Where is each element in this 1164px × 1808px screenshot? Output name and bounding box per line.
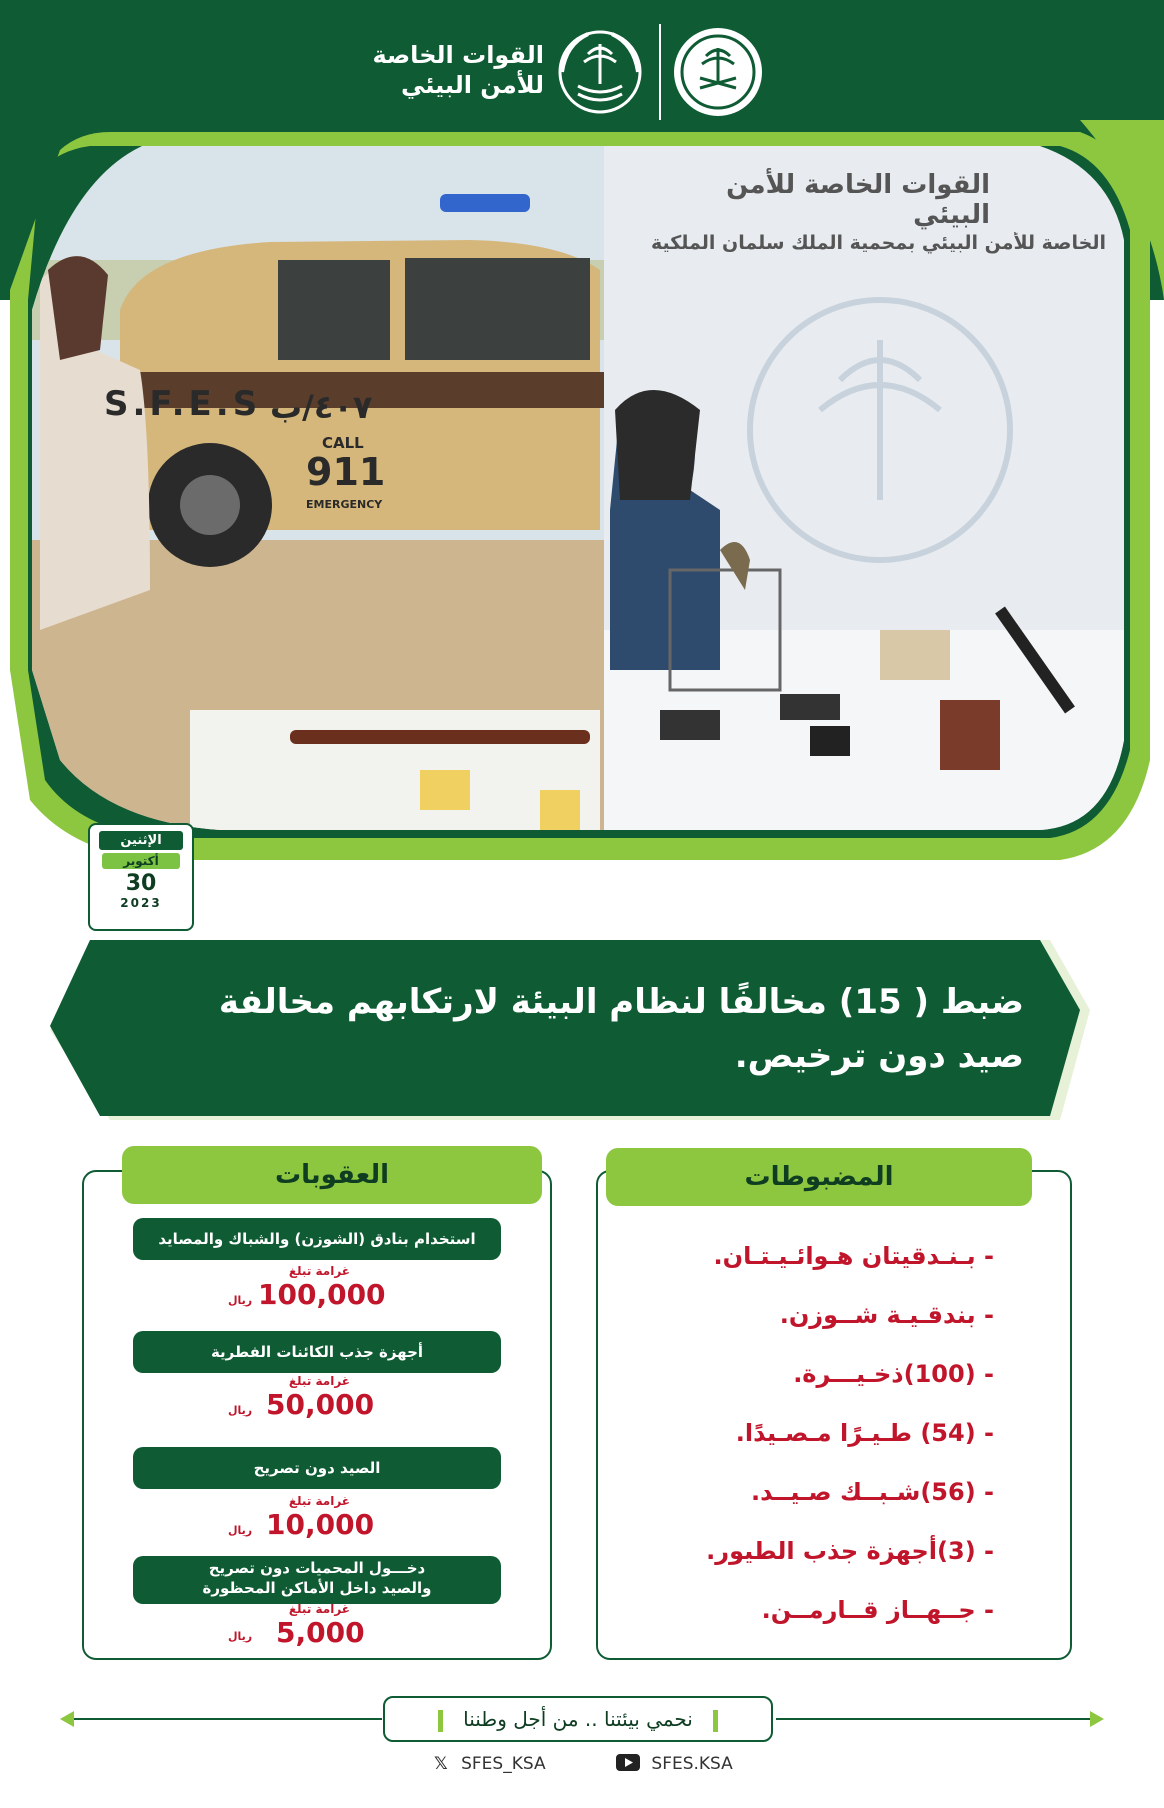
interior-ministry-emblem-icon (668, 22, 768, 122)
vehicle-call-number: 911 (306, 450, 386, 494)
vehicle-call-label: CALL (322, 434, 364, 452)
x-handle: SFES_KSA (461, 1754, 546, 1774)
vehicle-plate-text: ٤٠٧/ب (270, 388, 373, 426)
date-badge (88, 823, 194, 931)
penalty-amount: 10,000 (266, 1508, 375, 1541)
vehicle-sfes-text: S.F.E.S (104, 384, 262, 424)
penalty-violation-line2: والصيد داخل الأماكن المحظورة (202, 1579, 432, 1597)
seized-item: - بـنـدقيتان هـوائـيـتـان. (713, 1242, 994, 1270)
penalties-title: العقوبات (122, 1146, 542, 1204)
brand-name-line2: للأمن البيئي (401, 71, 544, 99)
penalty-amount: 100,000 (258, 1278, 386, 1311)
header-divider (659, 24, 661, 120)
banner-line2: الخاصة للأمن البيئي بمحمية الملك سلمان الملكية (650, 232, 1106, 254)
seized-item: - (54) طـيـرًا مـصـيدًا. (735, 1419, 994, 1447)
fine-label: غرامة تبلغ (288, 1602, 350, 1616)
date-year: 2023 (120, 896, 162, 910)
brand-name-line1: القوات الخاصة (372, 41, 544, 69)
currency-label: ريال (228, 1524, 253, 1537)
headline-text: ضبط ( 15) مخالفًا لنظام البيئة لارتكابهم مخالفة صيد دون ترخيص. (218, 982, 1024, 1076)
seized-item: - (100)ذخـيـــرة. (793, 1360, 994, 1388)
brand-name (284, 40, 544, 100)
date-number: 30 (125, 871, 157, 896)
youtube-social-link[interactable] (616, 1754, 733, 1774)
currency-label: ريال (228, 1630, 253, 1643)
penalty-violation (133, 1556, 501, 1604)
slogan (383, 1696, 773, 1742)
penalty-amount: 5,000 (276, 1616, 365, 1649)
banner-line1: القوات الخاصة للأمن البيئي (726, 170, 990, 230)
seized-item: - جــهــاز قــارمــن. (761, 1596, 994, 1624)
date-month: أكتوبر (102, 853, 180, 869)
currency-label: ريال (228, 1404, 253, 1417)
fine-label: غرامة تبلغ (288, 1374, 350, 1388)
penalty-violation-line1: دخـــول المحميات دون تصريح (208, 1559, 426, 1577)
vehicle-emergency-label: EMERGENCY (306, 498, 383, 511)
youtube-handle: SFES.KSA (651, 1754, 733, 1774)
currency-label: ريال (228, 1294, 253, 1307)
seized-title: المضبوطات (606, 1148, 1032, 1206)
date-day: الإثنين (99, 831, 183, 850)
seized-item: - بندقـيـة شــوزن. (779, 1301, 994, 1329)
slogan-accent-left (438, 1710, 443, 1732)
youtube-logo-icon (616, 1754, 640, 1771)
penalty-violation: الصيد دون تصريح (133, 1447, 501, 1489)
x-logo-icon: 𝕏 (434, 1754, 448, 1774)
seized-item: - (56)شـبــك صـيــد. (751, 1478, 994, 1506)
slogan-text: نحمي بيئتنا .. من أجل وطننا (463, 1707, 693, 1731)
x-social-link[interactable] (434, 1754, 546, 1774)
sfes-emblem-icon (548, 24, 652, 120)
penalty-violation: أجهزة جذب الكائنات الفطرية (133, 1331, 501, 1373)
fine-label: غرامة تبلغ (288, 1264, 350, 1278)
penalty-amount: 50,000 (266, 1388, 375, 1421)
seized-item: - (3)أجهزة جذب الطيور. (706, 1537, 994, 1565)
slogan-accent-right (713, 1710, 718, 1732)
penalty-violation: استخدام بنادق (الشوزن) والشباك والمصايد (133, 1218, 501, 1260)
fine-label: غرامة تبلغ (288, 1494, 350, 1508)
